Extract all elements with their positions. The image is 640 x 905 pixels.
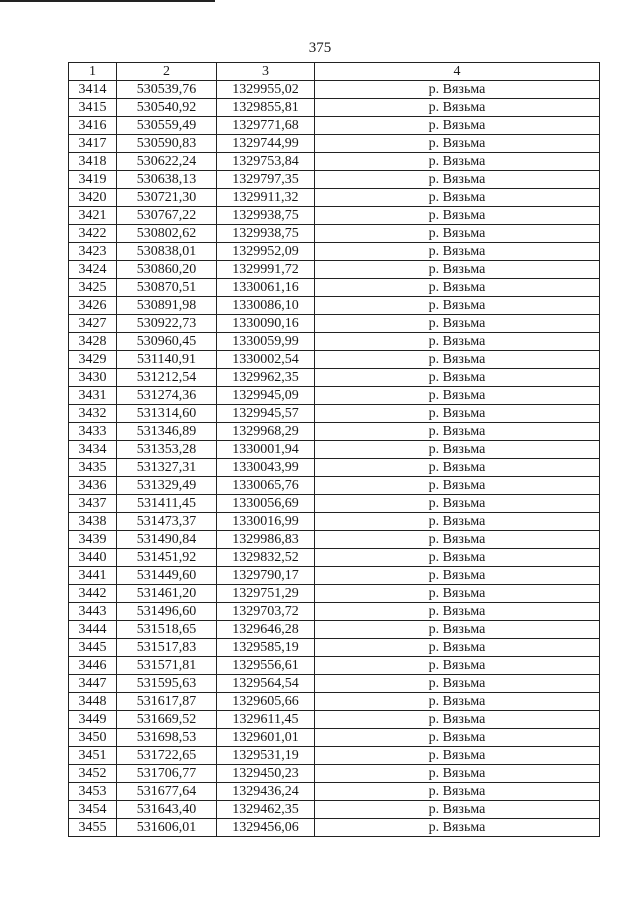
object-name-cell: р. Вязьма (315, 81, 600, 99)
x-coordinate-cell: 531595,63 (117, 675, 217, 693)
table-row (69, 459, 600, 477)
point-number-cell: 3445 (69, 639, 117, 657)
column-header-4: 4 (315, 63, 600, 81)
point-number-cell: 3437 (69, 495, 117, 513)
y-coordinate-cell: 1330016,99 (217, 513, 315, 531)
point-number-cell: 3448 (69, 693, 117, 711)
y-coordinate-cell: 1329911,32 (217, 189, 315, 207)
table-row (69, 297, 600, 315)
y-coordinate-cell: 1329955,02 (217, 81, 315, 99)
table-row (69, 711, 600, 729)
table-row (69, 639, 600, 657)
y-coordinate-cell: 1329605,66 (217, 693, 315, 711)
point-number-cell: 3441 (69, 567, 117, 585)
point-number-cell: 3414 (69, 81, 117, 99)
y-coordinate-cell: 1329855,81 (217, 99, 315, 117)
point-number-cell: 3418 (69, 153, 117, 171)
table-row (69, 495, 600, 513)
x-coordinate-cell: 530870,51 (117, 279, 217, 297)
point-number-cell: 3447 (69, 675, 117, 693)
x-coordinate-cell: 530960,45 (117, 333, 217, 351)
x-coordinate-cell: 530922,73 (117, 315, 217, 333)
x-coordinate-cell: 531314,60 (117, 405, 217, 423)
y-coordinate-cell: 1329938,75 (217, 225, 315, 243)
table-row (69, 99, 600, 117)
table-row (69, 243, 600, 261)
x-coordinate-cell: 531449,60 (117, 567, 217, 585)
point-number-cell: 3416 (69, 117, 117, 135)
point-number-cell: 3446 (69, 657, 117, 675)
table-row (69, 387, 600, 405)
point-number-cell: 3420 (69, 189, 117, 207)
y-coordinate-cell: 1329945,09 (217, 387, 315, 405)
table-row (69, 567, 600, 585)
table-row (69, 513, 600, 531)
object-name-cell: р. Вязьма (315, 153, 600, 171)
x-coordinate-cell: 530721,30 (117, 189, 217, 207)
x-coordinate-cell: 530860,20 (117, 261, 217, 279)
table-row (69, 603, 600, 621)
x-coordinate-cell: 531606,01 (117, 819, 217, 837)
object-name-cell: р. Вязьма (315, 729, 600, 747)
point-number-cell: 3432 (69, 405, 117, 423)
table-row (69, 783, 600, 801)
table-row (69, 729, 600, 747)
y-coordinate-cell: 1329564,54 (217, 675, 315, 693)
x-coordinate-cell: 531722,65 (117, 747, 217, 765)
point-number-cell: 3438 (69, 513, 117, 531)
object-name-cell: р. Вязьма (315, 819, 600, 837)
point-number-cell: 3433 (69, 423, 117, 441)
object-name-cell: р. Вязьма (315, 693, 600, 711)
point-number-cell: 3422 (69, 225, 117, 243)
object-name-cell: р. Вязьма (315, 549, 600, 567)
object-name-cell: р. Вязьма (315, 171, 600, 189)
x-coordinate-cell: 531496,60 (117, 603, 217, 621)
point-number-cell: 3440 (69, 549, 117, 567)
table-row (69, 819, 600, 837)
point-number-cell: 3426 (69, 297, 117, 315)
x-coordinate-cell: 531490,84 (117, 531, 217, 549)
x-coordinate-cell: 531411,45 (117, 495, 217, 513)
object-name-cell: р. Вязьма (315, 405, 600, 423)
table-row (69, 549, 600, 567)
point-number-cell: 3430 (69, 369, 117, 387)
column-header-1: 1 (69, 63, 117, 81)
x-coordinate-cell: 531346,89 (117, 423, 217, 441)
object-name-cell: р. Вязьма (315, 621, 600, 639)
object-name-cell: р. Вязьма (315, 567, 600, 585)
table-row (69, 117, 600, 135)
object-name-cell: р. Вязьма (315, 243, 600, 261)
x-coordinate-cell: 531706,77 (117, 765, 217, 783)
y-coordinate-cell: 1330059,99 (217, 333, 315, 351)
x-coordinate-cell: 531212,54 (117, 369, 217, 387)
y-coordinate-cell: 1329556,61 (217, 657, 315, 675)
y-coordinate-cell: 1329938,75 (217, 207, 315, 225)
point-number-cell: 3415 (69, 99, 117, 117)
table-row (69, 405, 600, 423)
y-coordinate-cell: 1329968,29 (217, 423, 315, 441)
object-name-cell: р. Вязьма (315, 747, 600, 765)
point-number-cell: 3451 (69, 747, 117, 765)
y-coordinate-cell: 1329462,35 (217, 801, 315, 819)
table-row (69, 441, 600, 459)
x-coordinate-cell: 530891,98 (117, 297, 217, 315)
object-name-cell: р. Вязьма (315, 351, 600, 369)
x-coordinate-cell: 531274,36 (117, 387, 217, 405)
y-coordinate-cell: 1329585,19 (217, 639, 315, 657)
y-coordinate-cell: 1329790,17 (217, 567, 315, 585)
page-number: 375 (308, 40, 332, 56)
object-name-cell: р. Вязьма (315, 225, 600, 243)
point-number-cell: 3442 (69, 585, 117, 603)
point-number-cell: 3453 (69, 783, 117, 801)
object-name-cell: р. Вязьма (315, 279, 600, 297)
point-number-cell: 3429 (69, 351, 117, 369)
table-row (69, 765, 600, 783)
point-number-cell: 3450 (69, 729, 117, 747)
table-row (69, 531, 600, 549)
table-row (69, 333, 600, 351)
y-coordinate-cell: 1329601,01 (217, 729, 315, 747)
x-coordinate-cell: 530767,22 (117, 207, 217, 225)
y-coordinate-cell: 1329450,23 (217, 765, 315, 783)
x-coordinate-cell: 531517,83 (117, 639, 217, 657)
table-row (69, 261, 600, 279)
y-coordinate-cell: 1330043,99 (217, 459, 315, 477)
x-coordinate-cell: 531140,91 (117, 351, 217, 369)
object-name-cell: р. Вязьма (315, 495, 600, 513)
y-coordinate-cell: 1330001,94 (217, 441, 315, 459)
x-coordinate-cell: 530638,13 (117, 171, 217, 189)
y-coordinate-cell: 1330090,16 (217, 315, 315, 333)
point-number-cell: 3435 (69, 459, 117, 477)
table-header-row (69, 63, 600, 81)
x-coordinate-cell: 531698,53 (117, 729, 217, 747)
x-coordinate-cell: 530540,92 (117, 99, 217, 117)
y-coordinate-cell: 1329456,06 (217, 819, 315, 837)
object-name-cell: р. Вязьма (315, 315, 600, 333)
table-row (69, 801, 600, 819)
y-coordinate-cell: 1330065,76 (217, 477, 315, 495)
y-coordinate-cell: 1329753,84 (217, 153, 315, 171)
y-coordinate-cell: 1329744,99 (217, 135, 315, 153)
object-name-cell: р. Вязьма (315, 135, 600, 153)
y-coordinate-cell: 1329952,09 (217, 243, 315, 261)
x-coordinate-cell: 531473,37 (117, 513, 217, 531)
table-row (69, 621, 600, 639)
point-number-cell: 3419 (69, 171, 117, 189)
point-number-cell: 3431 (69, 387, 117, 405)
point-number-cell: 3424 (69, 261, 117, 279)
y-coordinate-cell: 1329751,29 (217, 585, 315, 603)
x-coordinate-cell: 531518,65 (117, 621, 217, 639)
object-name-cell: р. Вязьма (315, 99, 600, 117)
object-name-cell: р. Вязьма (315, 585, 600, 603)
x-coordinate-cell: 531571,81 (117, 657, 217, 675)
x-coordinate-cell: 530590,83 (117, 135, 217, 153)
point-number-cell: 3454 (69, 801, 117, 819)
point-number-cell: 3439 (69, 531, 117, 549)
object-name-cell: р. Вязьма (315, 423, 600, 441)
point-number-cell: 3421 (69, 207, 117, 225)
y-coordinate-cell: 1330002,54 (217, 351, 315, 369)
object-name-cell: р. Вязьма (315, 441, 600, 459)
y-coordinate-cell: 1330061,16 (217, 279, 315, 297)
table-row (69, 171, 600, 189)
object-name-cell: р. Вязьма (315, 513, 600, 531)
x-coordinate-cell: 530838,01 (117, 243, 217, 261)
point-number-cell: 3417 (69, 135, 117, 153)
x-coordinate-cell: 531451,92 (117, 549, 217, 567)
table-row (69, 675, 600, 693)
x-coordinate-cell: 531669,52 (117, 711, 217, 729)
object-name-cell: р. Вязьма (315, 207, 600, 225)
point-number-cell: 3444 (69, 621, 117, 639)
table-row (69, 369, 600, 387)
object-name-cell: р. Вязьма (315, 369, 600, 387)
table-row (69, 423, 600, 441)
top-rule (0, 0, 215, 2)
y-coordinate-cell: 1329531,19 (217, 747, 315, 765)
x-coordinate-cell: 530622,24 (117, 153, 217, 171)
y-coordinate-cell: 1329991,72 (217, 261, 315, 279)
y-coordinate-cell: 1329436,24 (217, 783, 315, 801)
point-number-cell: 3423 (69, 243, 117, 261)
x-coordinate-cell: 531329,49 (117, 477, 217, 495)
point-number-cell: 3434 (69, 441, 117, 459)
table-row (69, 135, 600, 153)
table-row (69, 189, 600, 207)
table-row (69, 351, 600, 369)
object-name-cell: р. Вязьма (315, 765, 600, 783)
table-row (69, 477, 600, 495)
object-name-cell: р. Вязьма (315, 531, 600, 549)
table-row (69, 153, 600, 171)
table-row (69, 225, 600, 243)
object-name-cell: р. Вязьма (315, 639, 600, 657)
object-name-cell: р. Вязьма (315, 603, 600, 621)
object-name-cell: р. Вязьма (315, 459, 600, 477)
y-coordinate-cell: 1329703,72 (217, 603, 315, 621)
point-number-cell: 3449 (69, 711, 117, 729)
y-coordinate-cell: 1329986,83 (217, 531, 315, 549)
y-coordinate-cell: 1329646,28 (217, 621, 315, 639)
object-name-cell: р. Вязьма (315, 189, 600, 207)
table-row (69, 747, 600, 765)
x-coordinate-cell: 530802,62 (117, 225, 217, 243)
point-number-cell: 3427 (69, 315, 117, 333)
object-name-cell: р. Вязьма (315, 477, 600, 495)
x-coordinate-cell: 531677,64 (117, 783, 217, 801)
x-coordinate-cell: 530539,76 (117, 81, 217, 99)
point-number-cell: 3428 (69, 333, 117, 351)
y-coordinate-cell: 1329611,45 (217, 711, 315, 729)
point-number-cell: 3443 (69, 603, 117, 621)
column-header-3: 3 (217, 63, 315, 81)
x-coordinate-cell: 531327,31 (117, 459, 217, 477)
table-row (69, 207, 600, 225)
y-coordinate-cell: 1330056,69 (217, 495, 315, 513)
x-coordinate-cell: 531643,40 (117, 801, 217, 819)
object-name-cell: р. Вязьма (315, 711, 600, 729)
y-coordinate-cell: 1329797,35 (217, 171, 315, 189)
object-name-cell: р. Вязьма (315, 801, 600, 819)
object-name-cell: р. Вязьма (315, 261, 600, 279)
object-name-cell: р. Вязьма (315, 117, 600, 135)
x-coordinate-cell: 531461,20 (117, 585, 217, 603)
table-row (69, 81, 600, 99)
y-coordinate-cell: 1329832,52 (217, 549, 315, 567)
point-number-cell: 3452 (69, 765, 117, 783)
table-row (69, 657, 600, 675)
point-number-cell: 3455 (69, 819, 117, 837)
x-coordinate-cell: 530559,49 (117, 117, 217, 135)
table-row (69, 585, 600, 603)
y-coordinate-cell: 1329771,68 (217, 117, 315, 135)
table-row (69, 315, 600, 333)
x-coordinate-cell: 531353,28 (117, 441, 217, 459)
object-name-cell: р. Вязьма (315, 783, 600, 801)
y-coordinate-cell: 1329962,35 (217, 369, 315, 387)
point-number-cell: 3436 (69, 477, 117, 495)
x-coordinate-cell: 531617,87 (117, 693, 217, 711)
coordinates-table (68, 62, 600, 837)
table-row (69, 279, 600, 297)
object-name-cell: р. Вязьма (315, 387, 600, 405)
table-row (69, 693, 600, 711)
object-name-cell: р. Вязьма (315, 333, 600, 351)
y-coordinate-cell: 1329945,57 (217, 405, 315, 423)
object-name-cell: р. Вязьма (315, 297, 600, 315)
object-name-cell: р. Вязьма (315, 657, 600, 675)
object-name-cell: р. Вязьма (315, 675, 600, 693)
point-number-cell: 3425 (69, 279, 117, 297)
column-header-2: 2 (117, 63, 217, 81)
y-coordinate-cell: 1330086,10 (217, 297, 315, 315)
